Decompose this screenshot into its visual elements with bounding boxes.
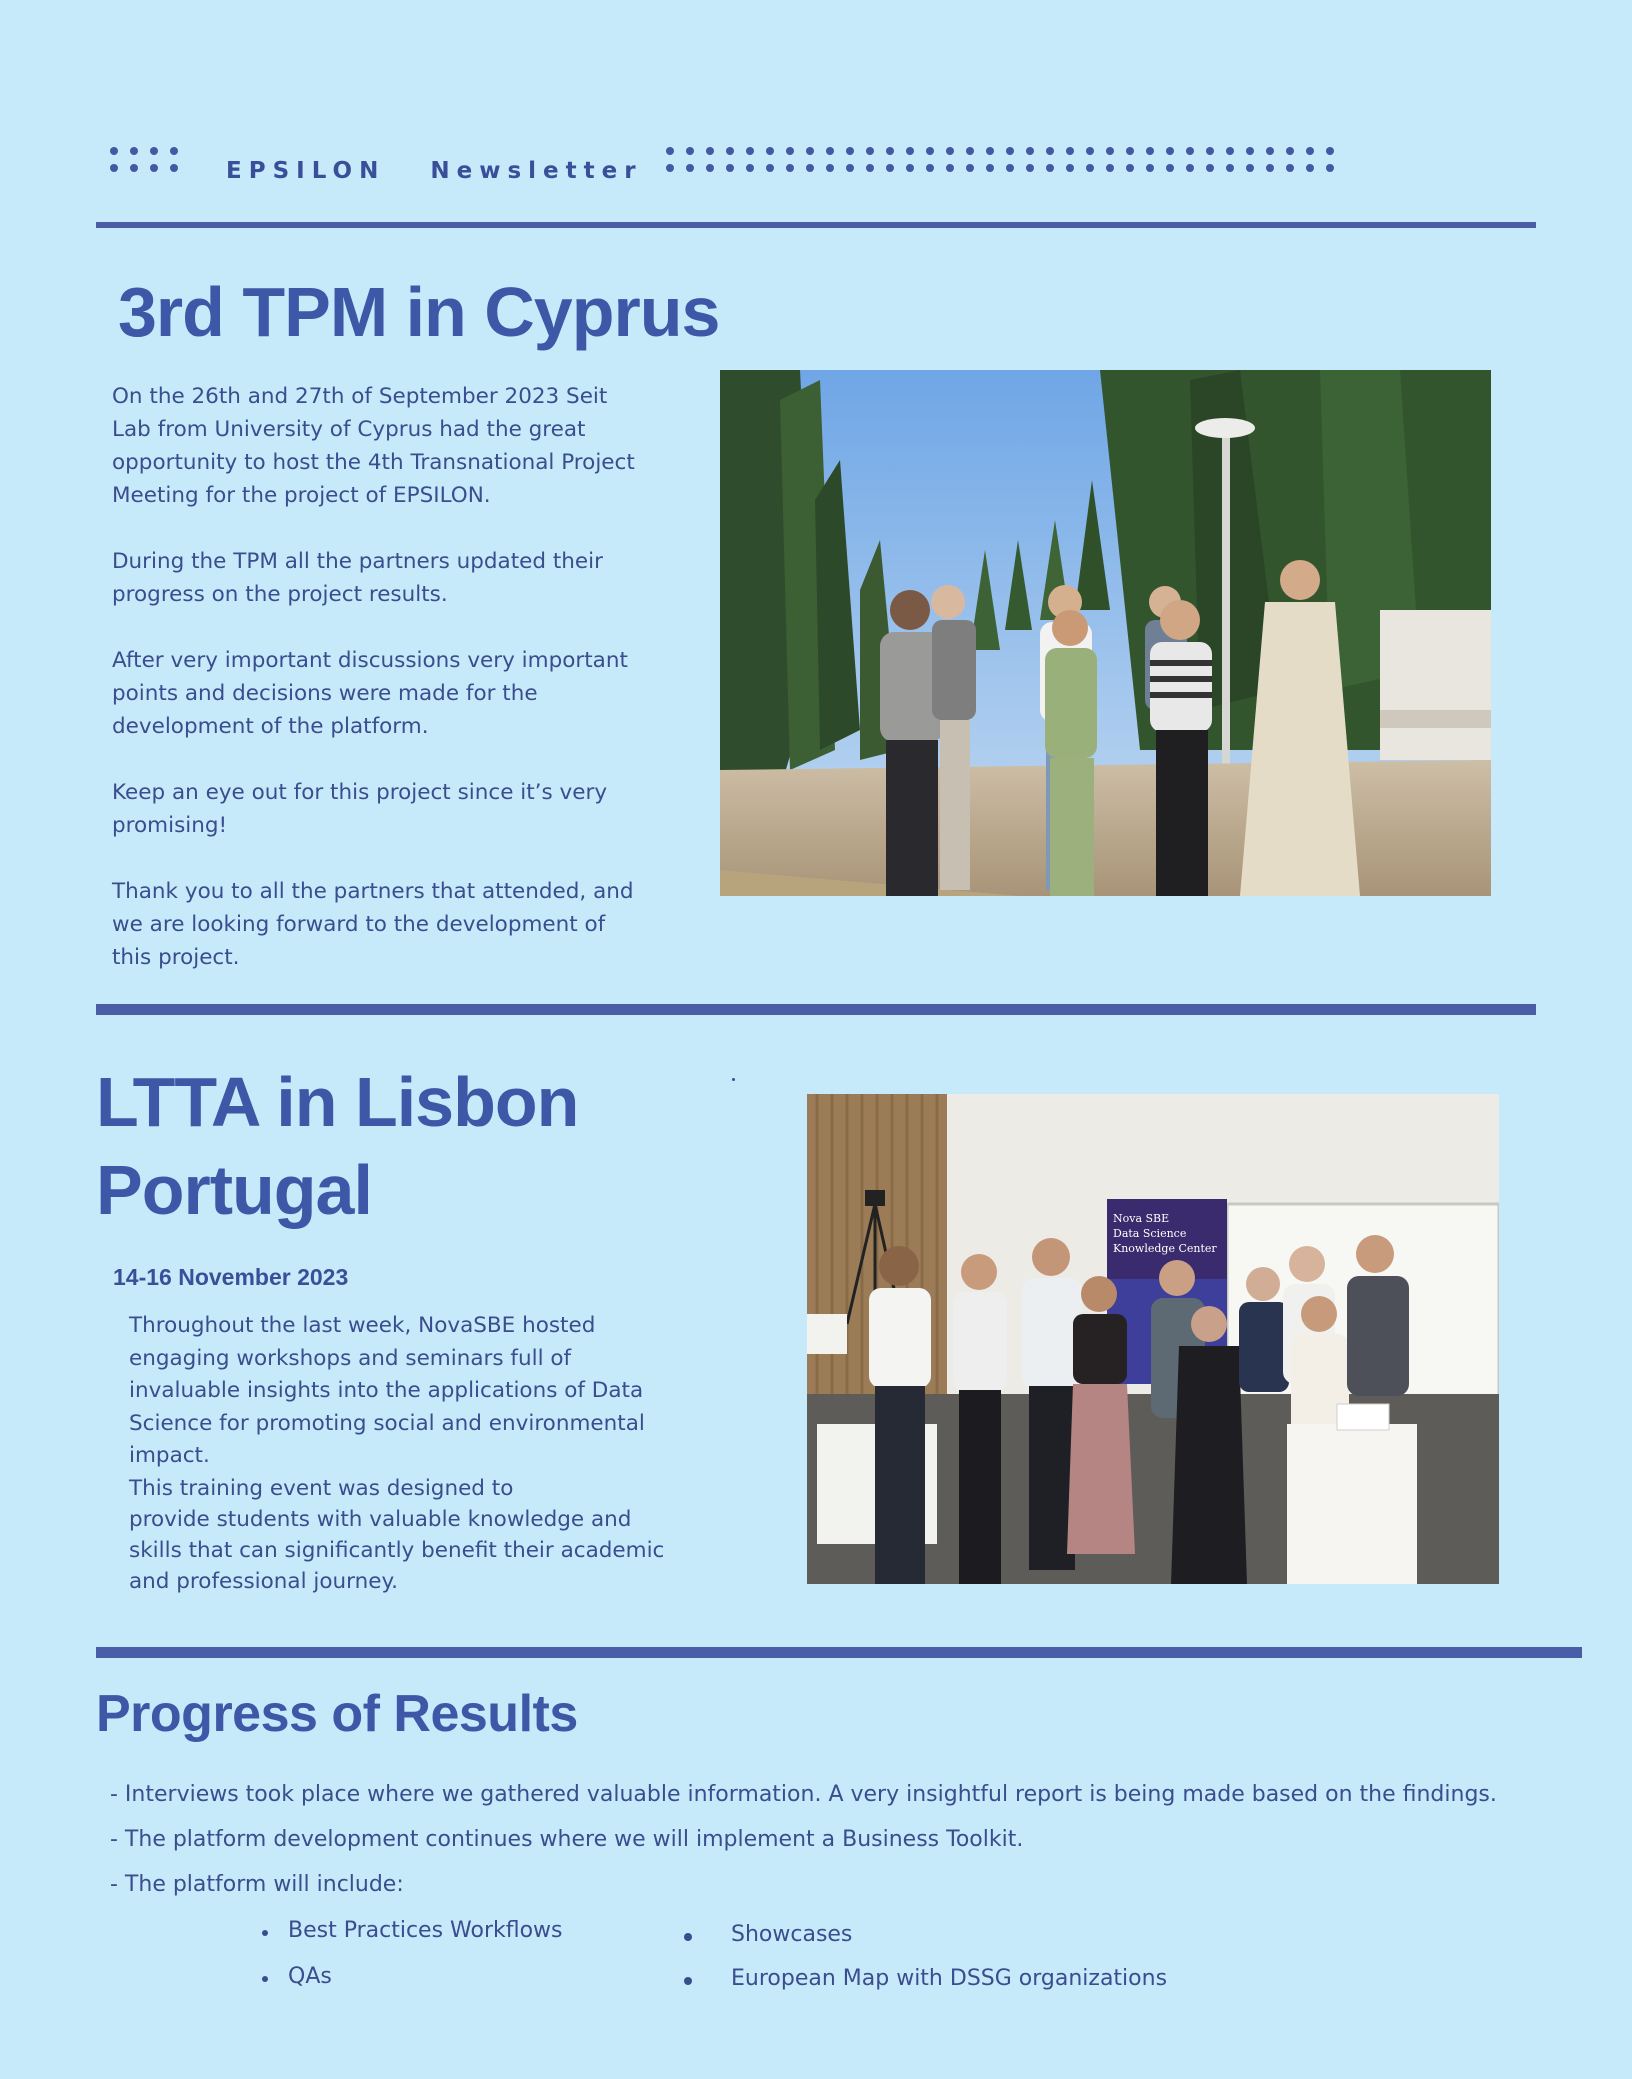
header-rule [96, 222, 1536, 228]
bullet-label: European Map with DSSG organizations [731, 1966, 1168, 1991]
text-line: During the TPM all the partners updated their [112, 549, 603, 574]
section-title-progress: Progress of Results [96, 1685, 578, 1743]
tpm-paragraph [112, 875, 692, 974]
bullet-label: QAs [288, 1964, 332, 1989]
banner-line-2: Data Science [1113, 1227, 1187, 1240]
text-line: opportunity to host the 4th Transnational Project [112, 450, 635, 475]
progress-item-2: - The platform development continues where we will implement a Business Toolkit. [110, 1827, 1024, 1852]
tpm-group-photo [720, 370, 1491, 896]
bullet-label: Best Practices Workflows [288, 1918, 563, 1943]
bullet-qas [262, 1964, 332, 1989]
text-line: promising! [112, 813, 228, 838]
brand-label: Newsletter [430, 158, 643, 184]
text-line: development of the platform. [112, 714, 429, 739]
progress-item-1: - Interviews took place where we gathered valuable information. A very insightful report is being made based on the findings. [110, 1782, 1497, 1807]
text-line: Meeting for the project of EPSILON. [112, 483, 491, 508]
text-line: invaluable insights into the applications of Data [129, 1378, 644, 1403]
text-line: Thank you to all the partners that attended, and [112, 879, 634, 904]
text-line: After very important discussions very important [112, 648, 628, 673]
section-title-ltta-line2: Portugal [96, 1151, 372, 1229]
bullet-label: Showcases [731, 1922, 853, 1947]
text-line: this project. [112, 945, 240, 970]
section-title-tpm: 3rd TPM in Cyprus [118, 273, 720, 351]
text-line: points and decisions were made for the [112, 681, 538, 706]
bullet-dot-icon [684, 1933, 692, 1941]
text-line: Throughout the last week, NovaSBE hosted [129, 1313, 596, 1338]
stray-dot [732, 1078, 735, 1081]
bullet-dot-icon [684, 1977, 692, 1985]
ltta-group-photo [807, 1094, 1499, 1584]
text-line: and professional journey. [129, 1568, 398, 1594]
text-line: On the 26th and 27th of September 2023 Seit [112, 384, 608, 409]
ltta-body-text [129, 1310, 729, 1597]
bullet-showcases [684, 1922, 852, 1947]
tpm-paragraph [112, 380, 692, 512]
section-title-ltta-line1: LTTA in Lisbon [96, 1063, 579, 1141]
text-line: engaging workshops and seminars full of [129, 1345, 572, 1371]
text-line: impact. [129, 1443, 210, 1468]
text-line: Keep an eye out for this project since it’s very [112, 780, 608, 805]
tpm-paragraph [112, 545, 692, 611]
tpm-body-text [112, 380, 692, 974]
text-line: Lab from University of Cyprus had the great [112, 417, 586, 442]
tpm-paragraph [112, 776, 692, 842]
header-dots-left [110, 147, 178, 172]
banner-line-1: Nova SBE [1113, 1212, 1170, 1225]
bullet-dot-icon [262, 1976, 268, 1982]
ltta-date: 14-16 November 2023 [113, 1264, 349, 1290]
newsletter-brand [226, 158, 643, 184]
text-line: we are looking forward to the development of [112, 912, 606, 937]
text-line: This training event was designed to [129, 1475, 514, 1501]
text-line: provide students with valuable knowledge and [129, 1506, 632, 1532]
progress-item-3: - The platform will include: [110, 1872, 404, 1897]
banner-line-3: Knowledge Center [1113, 1242, 1217, 1255]
text-line: Science for promoting social and environmental [129, 1410, 645, 1436]
text-line: progress on the project results. [112, 582, 448, 607]
text-line: skills that can significantly benefit their academic [129, 1537, 665, 1563]
section-rule-1 [96, 1004, 1536, 1015]
bullet-best-practices [262, 1918, 563, 1943]
header-dots-right [666, 147, 1334, 172]
section-rule-2 [96, 1647, 1582, 1658]
tpm-paragraph [112, 644, 692, 743]
bullet-dot-icon [262, 1930, 268, 1936]
bullet-european-map [684, 1966, 1167, 1991]
brand-name: EPSILON [226, 158, 386, 184]
